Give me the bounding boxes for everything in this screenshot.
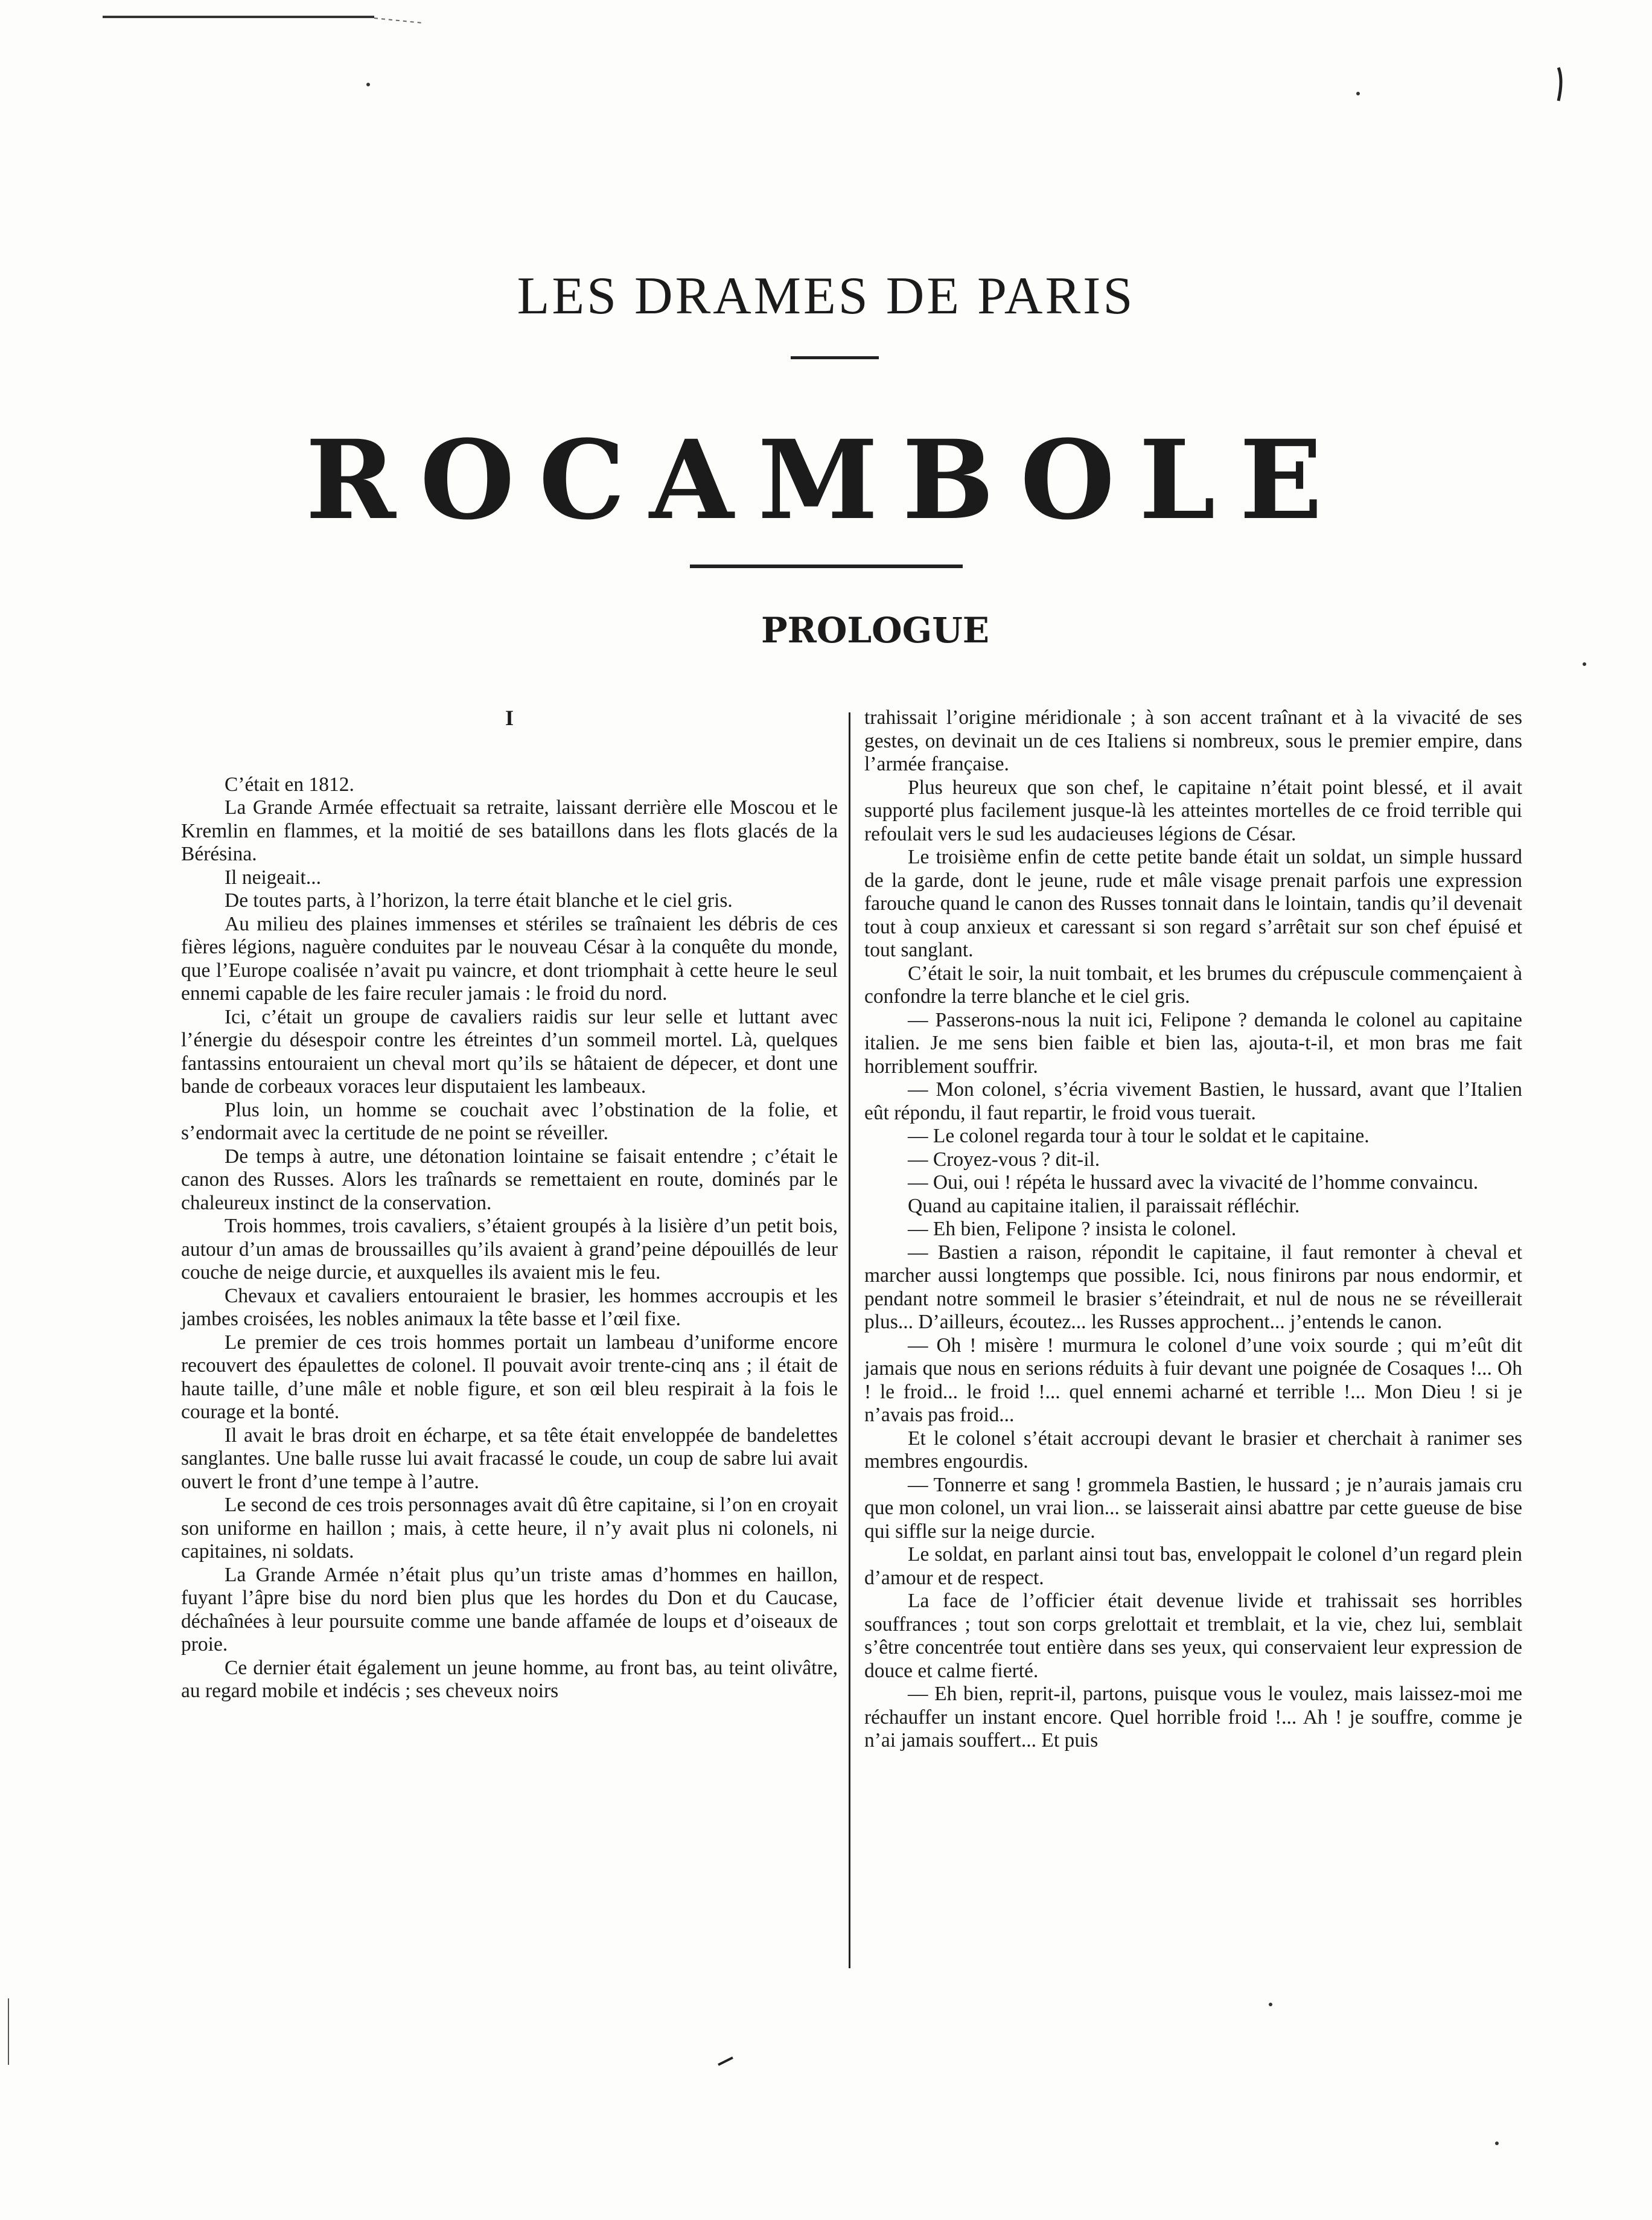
main-title: ROCAMBOLE: [305, 417, 1347, 544]
left-column-paragraph: C’était en 1812.: [225, 773, 354, 796]
series-title-rule: [791, 356, 879, 359]
section-title: PROLOGUE: [761, 610, 989, 651]
main-title-rule: [690, 565, 963, 568]
right-column-paragraph: Le troisième enfin de cette petite bande était un soldat, un simple hussard de la garde, dont le jeune, rude et mâle visage prenait parfois une expression farouche quand le canon des Russes tonnait dans le lointain, tandis qu’il devenait tout à coup anxieux et caressant si son regard s’arrêtait sur son chef épuisé et tout sanglant.: [864, 846, 1522, 961]
left-column-paragraph: Ce dernier était également un jeune homme, au front bas, au teint olivâtre, au regard mobile et indécis ; ses cheveux noirs: [181, 1656, 838, 1702]
right-column-paragraph: La face de l’officier était devenue livide et trahissait ses horribles souffrances ; tout son corps grelottait et tremblait, et la vie, chez lui, semblait s’être concentrée tout entière dans ses yeux, qui conservaient leur expression de douce et calme fierté.: [864, 1590, 1522, 1682]
left-column-paragraph: Il avait le bras droit en écharpe, et sa tête était enveloppée de bandelettes sanglantes. Une balle russe lui avait fracassé le coude, un coup de sabre lui avait ouvert le front d’une tempe à l’autre.: [181, 1424, 838, 1493]
right-column-paragraph: Et le colonel s’était accroupi devant le brasier et cherchait à ranimer ses membres engourdis.: [864, 1427, 1522, 1473]
right-column-paragraph: Le soldat, en parlant ainsi tout bas, enveloppait le colonel d’un regard plein d’amour et de respect.: [864, 1543, 1522, 1589]
left-column-paragraph: Chevaux et cavaliers entouraient le brasier, les hommes accroupis et les jambes croisées, les nobles animaux la tête basse et l’œil fixe.: [181, 1284, 838, 1330]
right-column-paragraph: C’était le soir, la nuit tombait, et les brumes du crépuscule commençaient à confondre la terre blanche et le ciel gris.: [864, 962, 1522, 1008]
series-title: LES DRAMES DE PARIS: [517, 267, 1135, 325]
text-column-right: [864, 706, 1522, 1753]
left-column-paragraph: La Grande Armée effectuait sa retraite, laissant derrière elle Moscou et le Kremlin en flammes, et la moitié de ses bataillons dans les flots glacés de la Bérésina.: [181, 796, 838, 865]
right-column-paragraph: — Passerons-nous la nuit ici, Felipone ? demanda le colonel au capitaine italien. Je me sens bien faible et bien las, ajouta-t-il, et mon bras me fait horriblement souffrir.: [864, 1008, 1522, 1078]
left-column-paragraph: Il neigeait...: [225, 866, 321, 889]
right-column-paragraph: — Le colonel regarda tour à tour le soldat et le capitaine.: [908, 1125, 1370, 1147]
text-column-left: [181, 706, 838, 1703]
right-column-paragraph: — Oh ! misère ! murmura le colonel d’une voix sourde ; qui m’eût dit jamais que nous en serions réduits à fuir devant une poignée de Cosaques !... Oh ! le froid... le froid !... quel ennemi acharné et terrible !... Mon Dieu ! si je n’avais pas froid...: [864, 1334, 1522, 1426]
right-column-paragraph: Plus heureux que son chef, le capitaine n’était point blessé, et il avait supporté plus facilement jusque-là les atteintes mortelles de ce froid terrible qui refoulait vers le sud les audacieuses légions de César.: [864, 776, 1522, 845]
right-column-paragraph: — Croyez-vous ? dit-il.: [908, 1148, 1100, 1171]
right-column-paragraph: — Mon colonel, s’écria vivement Bastien, le hussard, avant que l’Italien eût répondu, il faut repartir, le froid vous tuerait.: [864, 1078, 1522, 1124]
right-column-paragraph: trahissait l’origine méridionale ; à son accent traînant et à la vivacité de ses gestes, on devinait un de ces Italiens si nombreux, sous le premier empire, dans l’armée française.: [864, 706, 1522, 775]
left-column-paragraph: De toutes parts, à l’horizon, la terre était blanche et le ciel gris.: [225, 889, 733, 912]
right-column-paragraph: — Tonnerre et sang ! grommela Bastien, le hussard ; je n’aurais jamais cru que mon colonel, un vrai lion... se laisserait ainsi abattre par cette gueuse de bise qui siffle sur la neige durcie.: [864, 1473, 1522, 1543]
left-column-paragraph: Plus loin, un homme se couchait avec l’obstination de la folie, et s’endormait avec la certitude de ne point se réveiller.: [181, 1098, 838, 1144]
right-column-paragraph: — Oui, oui ! répéta le hussard avec la vivacité de l’homme convaincu.: [908, 1171, 1479, 1194]
right-column-paragraph: Quand au capitaine italien, il paraissait réfléchir.: [908, 1194, 1300, 1217]
right-column-paragraph: — Bastien a raison, répondit le capitaine, il faut remonter à cheval et marcher aussi longtemps que possible. Ici, nous finirons par nous endormir, et pendant notre sommeil le brasier s’éteindrait, et nul de nous ne se réveillerait plus... D’ailleurs, écoutez... les Russes approchent... j’entends le canon.: [864, 1241, 1522, 1333]
chapter-number: I: [505, 706, 514, 730]
left-column-paragraph: Ici, c’était un groupe de cavaliers raidis sur leur selle et luttant avec l’énergie du désespoir contre les étreintes d’un sommeil mortel. Là, quelques fantassins entouraient un cheval mort qu’ils se hâtaient de dépecer, et dont une bande de corbeaux voraces leur disputaient les lambeaux.: [181, 1005, 838, 1098]
left-column-paragraph: La Grande Armée n’était plus qu’un triste amas d’hommes en haillon, fuyant l’âpre bise du nord bien plus que les hordes du Don et du Caucase, déchaînées à leur poursuite comme une bande affamée de loups et d’oiseaux de proie.: [181, 1563, 838, 1655]
right-column-paragraph: — Eh bien, Felipone ? insista le colonel.: [908, 1218, 1237, 1240]
right-column-paragraph: — Eh bien, reprit-il, partons, puisque vous le voulez, mais laissez-moi me réchauffer un instant encore. Quel horrible froid !... Ah ! je souffre, comme je n’ai jamais souffert... Et puis: [864, 1683, 1522, 1751]
left-column-paragraph: Au milieu des plaines immenses et stériles se traînaient les débris de ces fières légions, naguère conduites par le nouveau César à la conquête du monde, que l’Europe coalisée n’avait pu vaincre, et dont triomphait à cette heure le seul ennemi capable de les faire reculer jamais : le froid du nord.: [181, 912, 838, 1005]
left-column-paragraph: Trois hommes, trois cavaliers, s’étaient groupés à la lisière d’un petit bois, autour d’un amas de broussailles qu’ils avaient à grand’peine dépouillés de leur couche de neige durcie, et auxquelles ils avaient mis le feu.: [181, 1215, 838, 1284]
left-column-paragraph: Le premier de ces trois hommes portait un lambeau d’uniforme encore recouvert des épaulettes de colonel. Il pouvait avoir trente-cinq ans ; il était de haute taille, d’une mâle et noble figure, et son œil bleu respirait à la fois le courage et la bonté.: [181, 1331, 838, 1423]
column-divider: [849, 712, 850, 1968]
left-column-paragraph: De temps à autre, une détonation lointaine se faisait entendre ; c’était le canon des Russes. Alors les traînards se remettaient en route, dominés par le chaleureux instinct de la conservation.: [181, 1145, 838, 1214]
left-column-paragraph: Le second de ces trois personnages avait dû être capitaine, si l’on en croyait son uniforme en haillon ; mais, à cette heure, il n’y avait plus ni colonels, ni capitaines, ni soldats.: [181, 1494, 838, 1563]
